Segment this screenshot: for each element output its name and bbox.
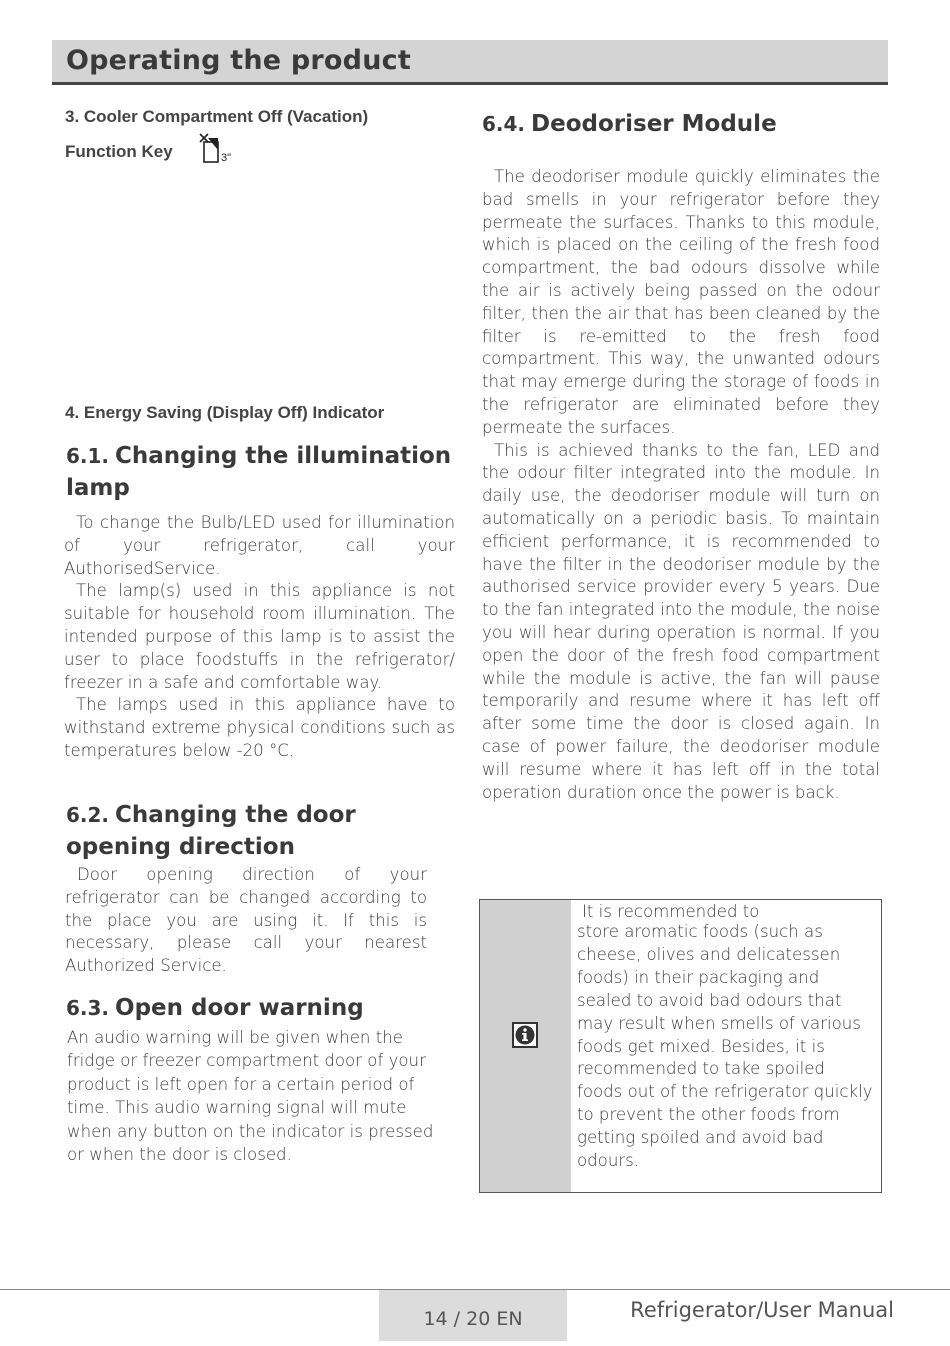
section-6-4-body — [482, 166, 880, 804]
function-key-label: Function Key — [65, 142, 173, 161]
paragraph: The lamp(s) used in this appliance is not suitable for household room illumination. The intended purpose of this lamp is to assist the user to place foodstuffs in the refrigerator/ freezer in a safe and comfortable way. — [64, 581, 455, 692]
section-title: Open door warning — [115, 995, 364, 1021]
section-6-3-heading — [66, 992, 456, 1024]
page-number: 14 / 20 EN — [423, 1308, 523, 1330]
section-number: 6.1. — [66, 444, 110, 468]
manual-title: Refrigerator/User Manual — [630, 1298, 894, 1322]
section-number: 6.4. — [482, 112, 526, 136]
note-first-line: It is recommended to — [582, 902, 760, 921]
info-icon — [512, 1022, 538, 1048]
paragraph: The deodoriser module quickly eliminates the bad smells in your refrigerator before they permeate the surfaces. Thanks to this module, which is placed on the ceiling of the fresh food compartment, the bad odours dissolve while the air is actively being passed on the odour filter, then the air that has been cleaned by the filter is re-emitted to the fresh food compartment. This way, the unwanted odours that may emerge during the storage of foods in the refrigerator are eliminated before they permeate the surfaces. — [482, 167, 880, 437]
page-title: Operating the product — [66, 45, 411, 76]
paragraph: Door opening direction of your refrigerator can be changed according to the place you are using it. If this is necessary, please call your nearest Authorized Service. — [65, 865, 427, 976]
paragraph: An audio warning will be given when the fridge or freezer compartment door of your product is left open for a certain period of time. This audio warning signal will mute when any button on the indicator is pressed or when the door is closed. — [67, 1028, 434, 1165]
vacation-key-icon-label: 3" — [221, 152, 232, 164]
vacation-key-icon — [198, 133, 240, 165]
section-title: Changing the illumination lamp — [66, 443, 452, 501]
paragraph: To change the Bulb/LED used for illumination of your refrigerator, call your AuthorisedService. — [64, 513, 455, 578]
page-number-box — [379, 1290, 567, 1341]
section-6-1-body — [64, 512, 455, 763]
note-body: store aromatic foods (such as cheese, olives and delicatessen foods) in their packaging and sealed to avoid bad odours that may result when smells of various foods get mixed. Besides, it is recommended to take spoiled foods out of the refrigerator quickly to prevent the other foods from getting spoiled and avoid bad odours. — [577, 922, 873, 1171]
paragraph: The lamps used in this appliance have to withstand extreme physical conditions such as temperatures below -20 °C. — [64, 695, 455, 760]
energy-saving-label: 4. Energy Saving (Display Off) Indicator — [65, 403, 385, 422]
section-6-2-heading — [66, 799, 456, 863]
section-title-line1: Changing the door — [115, 802, 356, 828]
paragraph: This is achieved thanks to the fan, LED and the odour filter integrated into the module. In daily use, the deodoriser module will turn on automatically on a periodic basis. To maintain efficient performance, it is recommended to have the filter in the deodoriser module by the authorised service provider every 5 years. Due to the fan integrated into the module, the noise you will hear during operation is normal. If you open the door of the fresh food compartment while the module is active, the fan will pause temporarily and resume where it has left off after some time the door is closed again. In case of power failure, the deodoriser module will resume where it has left off in the total operation duration once the power is back. — [482, 440, 880, 802]
section-6-2-body — [65, 864, 427, 978]
section-6-3-body — [67, 1026, 442, 1166]
header-bar — [52, 40, 888, 85]
section-number: 6.3. — [66, 996, 110, 1020]
cooler-off-key-label: 3. Cooler Compartment Off (Vacation) — [65, 107, 369, 126]
section-title-line2: opening direction — [66, 834, 295, 860]
section-6-4-heading — [482, 108, 882, 140]
note-text — [577, 903, 873, 1173]
section-title: Deodoriser Module — [531, 111, 777, 137]
info-note-box — [479, 899, 882, 1193]
section-number: 6.2. — [66, 803, 110, 827]
section-6-1-heading — [66, 440, 456, 504]
note-icon-panel — [480, 900, 571, 1192]
